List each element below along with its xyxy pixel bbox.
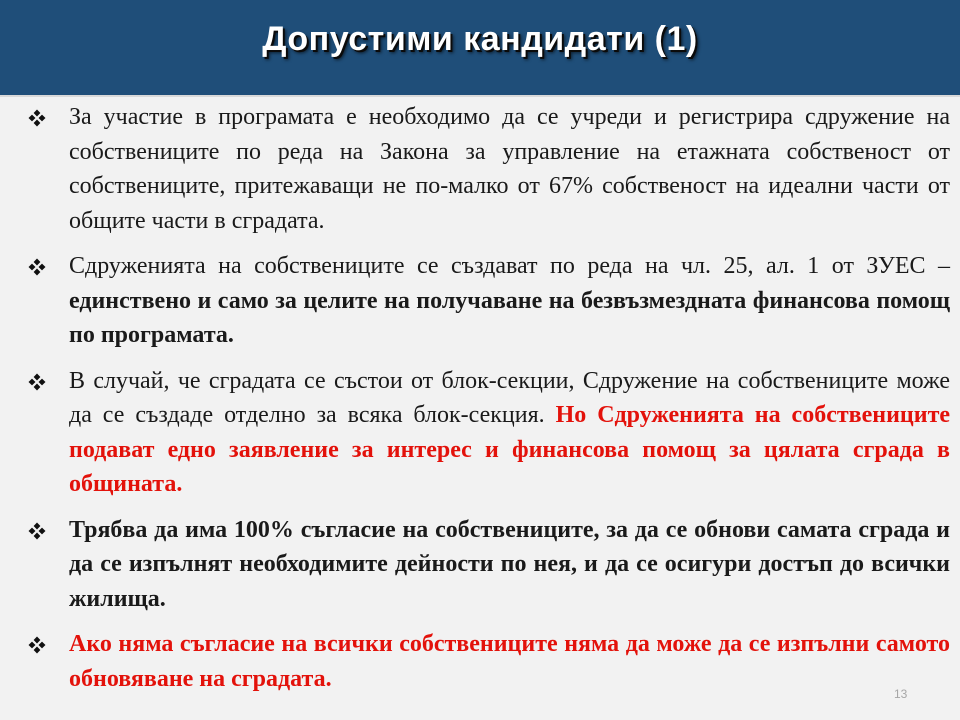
diamond-quad-icon (28, 109, 46, 127)
list-item (28, 249, 950, 353)
item-text: Сдруженията на собствениците се създават по реда на чл. 25, ал. 1 от ЗУЕС – (69, 253, 950, 279)
slide-title: Допустими кандидати (1) (262, 20, 698, 58)
list-item (28, 364, 950, 502)
diamond-quad-icon (28, 636, 46, 654)
item-text: За участие в програмата е необходимо да се учреди и регистрира сдружение на собствениците по реда на Закона за управление на етажната собственост от собствениците, притежаващи не по-малко от 67% собственост на идеални части от общите части в сградата. (69, 104, 950, 234)
list-item (28, 100, 950, 238)
list-item (28, 513, 950, 617)
item-text: В случай, че сградата се състои от блок-секции, Сдружение на собствениците може да се създаде отделно за всяка блок-секция. (69, 367, 950, 428)
item-text-bold: Трябва да има 100% съгласие на собствениците, за да се обнови самата сграда и да се изпълнят необходимите дейности по нея, и да се осигури достъп до всички жилища. (69, 516, 950, 612)
item-text-red: Но Сдруженията на собствениците подават едно заявление за интерес и финансова помощ за цялата сграда в общината. (69, 402, 951, 497)
list-item (28, 627, 950, 696)
divider (0, 95, 960, 97)
diamond-quad-icon (28, 373, 46, 391)
page-number: 13 (894, 687, 908, 701)
diamond-quad-icon (28, 522, 46, 540)
diamond-quad-icon (28, 258, 46, 276)
item-text-bold: единствено и само за целите на получаване на безвъзмездната финансова помощ по програмата. (69, 287, 950, 348)
item-text-red: Ако няма съгласие на всички собствениците няма да може да се изпълни самото обновяване на сградата. (69, 631, 950, 692)
bullet-list (28, 100, 950, 696)
